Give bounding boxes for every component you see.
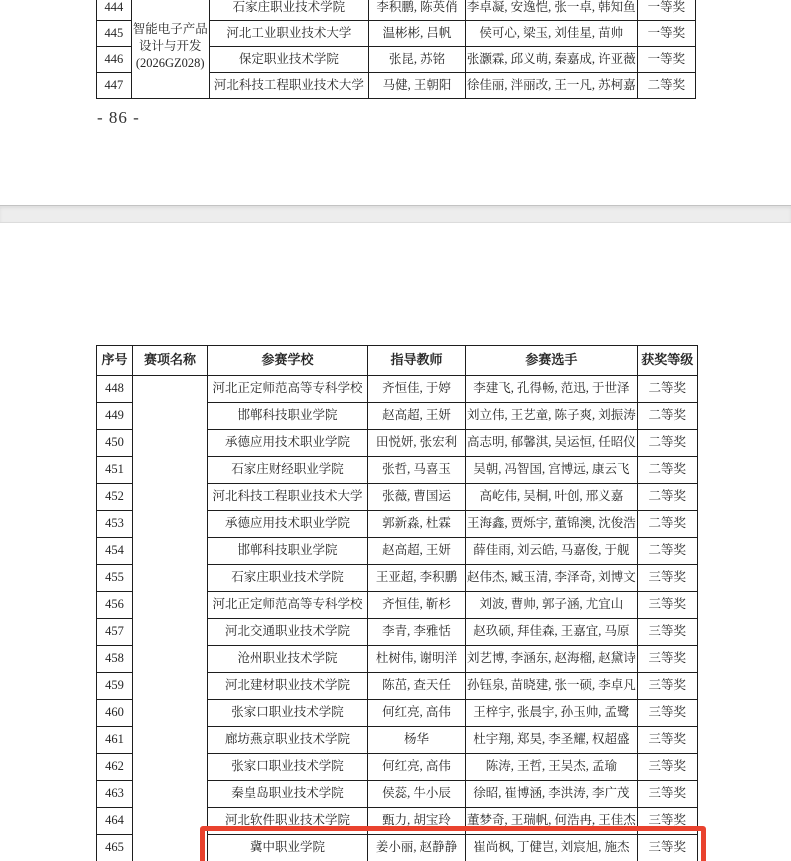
school-cell: 石家庄财经职业学院 [208,457,368,484]
row-number-cell: 463 [97,781,133,808]
award-cell: 三等奖 [637,619,697,646]
row-number-cell: 457 [97,619,133,646]
school-cell: 河北正定师范高等专科学校 [208,376,368,403]
teachers-cell: 赵高超, 王妍 [368,403,466,430]
players-cell: 薛佳雨, 刘云皓, 马嘉俊, 于舰 [466,538,638,565]
school-cell: 张家口职业技术学院 [208,754,368,781]
event-name-cell [131,0,209,99]
players-cell: 吴朝, 冯智国, 宫博远, 康云飞 [466,457,638,484]
event-name-line: (2026GZ028) [135,56,205,70]
school-cell: 邯郸科技职业学院 [208,538,368,565]
players-cell: 孙钰泉, 苗晓建, 张一硕, 李卓凡 [466,673,638,700]
row-number-cell: 465 [97,835,133,861]
teachers-cell: 杨华 [368,727,466,754]
school-cell: 河北工业职业技术大学 [209,21,368,47]
teachers-cell: 张薇, 曹国运 [368,484,466,511]
school-cell: 秦皇岛职业技术学院 [208,781,368,808]
event-name-line: 设计与开发 [138,39,202,53]
row-number-cell: 449 [97,403,133,430]
award-cell: 一等奖 [637,47,695,73]
award-cell: 三等奖 [637,835,697,861]
table-top-clip [96,0,696,100]
table-row [97,376,698,403]
page-gap-divider [0,205,791,223]
school-cell: 石家庄职业技术学院 [209,0,368,21]
row-number-cell: 448 [97,376,133,403]
row-number-cell: 450 [97,430,133,457]
players-cell: 陈涛, 王哲, 王吴杰, 孟瑜 [466,754,638,781]
award-cell: 一等奖 [637,21,695,47]
school-cell: 河北正定师范高等专科学校 [208,592,368,619]
award-cell: 三等奖 [637,808,697,835]
teachers-cell: 张昆, 苏铭 [369,47,466,73]
results-table-top-body [97,0,696,99]
page-number: - 86 - [97,108,140,127]
results-table-bottom-body [97,376,698,861]
players-cell: 刘立伟, 王艺童, 陈子爽, 刘振涛 [466,403,638,430]
school-cell: 保定职业技术学院 [209,47,368,73]
table-bottom-wrap [96,345,698,861]
teachers-cell: 陈茁, 查天任 [368,673,466,700]
row-number-cell: 456 [97,592,133,619]
award-cell: 三等奖 [637,754,697,781]
results-table-bottom [96,345,698,861]
players-cell: 刘波, 曹帅, 郭子涵, 尤宜山 [466,592,638,619]
school-cell: 承德应用技术职业学院 [208,430,368,457]
school-cell: 邯郸科技职业学院 [208,403,368,430]
school-cell: 冀中职业学院 [208,835,368,861]
teachers-cell: 侯蕊, 牛小辰 [368,781,466,808]
school-cell: 河北交通职业技术学院 [208,619,368,646]
row-number-cell: 454 [97,538,133,565]
row-number-cell: 445 [97,21,132,47]
school-cell: 石家庄职业技术学院 [208,565,368,592]
teachers-cell: 李青, 李雅恬 [368,619,466,646]
teachers-cell: 杜树伟, 谢明洋 [368,646,466,673]
school-cell: 河北科技工程职业技术大学 [208,484,368,511]
column-header: 指导教师 [368,346,466,376]
award-cell: 二等奖 [637,511,697,538]
players-cell: 王梓宇, 张晨宇, 孙玉帅, 孟鹭 [466,700,638,727]
award-cell: 三等奖 [637,727,697,754]
column-header: 序号 [97,346,133,376]
table-row [97,0,696,21]
players-cell: 赵玖硕, 拜佳森, 王嘉宜, 马原 [466,619,638,646]
players-cell: 董梦奇, 王瑞帆, 何浩冉, 王佳杰 [466,808,638,835]
event-name-line: 智能电子产品 [132,22,208,36]
school-cell: 河北软件职业技术学院 [208,808,368,835]
players-cell: 李建飞, 孔得畅, 范迅, 于世泽 [466,376,638,403]
award-cell: 二等奖 [637,73,695,99]
award-cell: 二等奖 [637,538,697,565]
players-cell: 王海鑫, 贾烁宇, 董锦澳, 沈俊浩 [466,511,638,538]
players-cell: 杜宇翔, 郑昊, 李圣耀, 权超盛 [466,727,638,754]
award-cell: 二等奖 [637,457,697,484]
school-cell: 承德应用技术职业学院 [208,511,368,538]
teachers-cell: 何红亮, 高伟 [368,754,466,781]
row-number-cell: 462 [97,754,133,781]
row-number-cell: 453 [97,511,133,538]
row-number-cell: 460 [97,700,133,727]
column-header: 参赛学校 [208,346,368,376]
teachers-cell: 赵高超, 王妍 [368,538,466,565]
row-number-cell: 455 [97,565,133,592]
award-cell: 三等奖 [637,646,697,673]
event-name-cell [133,376,208,861]
award-cell: 二等奖 [637,376,697,403]
players-cell: 徐佳丽, 泮丽改, 王一凡, 苏柯嘉 [465,73,637,99]
results-table-top [96,0,696,99]
award-cell: 二等奖 [637,403,697,430]
teachers-cell: 郭新淼, 杜霖 [368,511,466,538]
column-header: 赛项名称 [133,346,208,376]
award-cell: 一等奖 [637,0,695,21]
players-cell: 徐昭, 崔博涵, 李洪涛, 李广茂 [466,781,638,808]
table-header-row [97,346,698,376]
row-number-cell: 458 [97,646,133,673]
row-number-cell: 446 [97,47,132,73]
row-number-cell: 464 [97,808,133,835]
players-cell: 李卓凝, 安逸恺, 张一卓, 韩知鱼 [465,0,637,21]
row-number-cell: 461 [97,727,133,754]
players-cell: 侯可心, 梁玉, 刘佳星, 苗帅 [465,21,637,47]
players-cell: 赵伟杰, 臧玉清, 李泽奇, 刘博文 [466,565,638,592]
teachers-cell: 马健, 王朝阳 [369,73,466,99]
teachers-cell: 姜小丽, 赵静静 [368,835,466,861]
players-cell: 高屹伟, 吴桐, 叶创, 邢义嘉 [466,484,638,511]
school-cell: 沧州职业技术学院 [208,646,368,673]
award-cell: 三等奖 [637,673,697,700]
players-cell: 高志明, 郁馨淇, 吴运恒, 任昭仪 [466,430,638,457]
teachers-cell: 齐恒佳, 于婷 [368,376,466,403]
school-cell: 河北建材职业技术学院 [208,673,368,700]
teachers-cell: 张哲, 马喜玉 [368,457,466,484]
school-cell: 张家口职业技术学院 [208,700,368,727]
award-cell: 二等奖 [637,484,697,511]
page-87 [0,224,791,861]
award-cell: 三等奖 [637,565,697,592]
row-number-cell: 444 [97,0,132,21]
page-86 [0,0,791,205]
column-header: 获奖等级 [637,346,697,376]
row-number-cell: 459 [97,673,133,700]
school-cell: 河北科技工程职业技术大学 [209,73,368,99]
row-number-cell: 452 [97,484,133,511]
players-cell: 崔尚枫, 丁健岂, 刘宸旭, 施杰 [466,835,638,861]
award-cell: 二等奖 [637,430,697,457]
players-cell: 张灏霖, 邱义萌, 秦嘉成, 许亚薇 [465,47,637,73]
teachers-cell: 温彬彬, 吕帆 [369,21,466,47]
row-number-cell: 447 [97,73,132,99]
row-number-cell: 451 [97,457,133,484]
teachers-cell: 何红亮, 高伟 [368,700,466,727]
teachers-cell: 李积鹏, 陈英俏 [369,0,466,21]
award-cell: 三等奖 [637,700,697,727]
teachers-cell: 王亚超, 李积鹏 [368,565,466,592]
award-cell: 三等奖 [637,781,697,808]
award-cell: 三等奖 [637,592,697,619]
school-cell: 廊坊燕京职业技术学院 [208,727,368,754]
players-cell: 刘艺博, 李涵东, 赵海榴, 赵黛诗 [466,646,638,673]
column-header: 参赛选手 [466,346,638,376]
teachers-cell: 田悦妍, 张宏利 [368,430,466,457]
teachers-cell: 齐恒佳, 靳杉 [368,592,466,619]
teachers-cell: 甄力, 胡宝玲 [368,808,466,835]
